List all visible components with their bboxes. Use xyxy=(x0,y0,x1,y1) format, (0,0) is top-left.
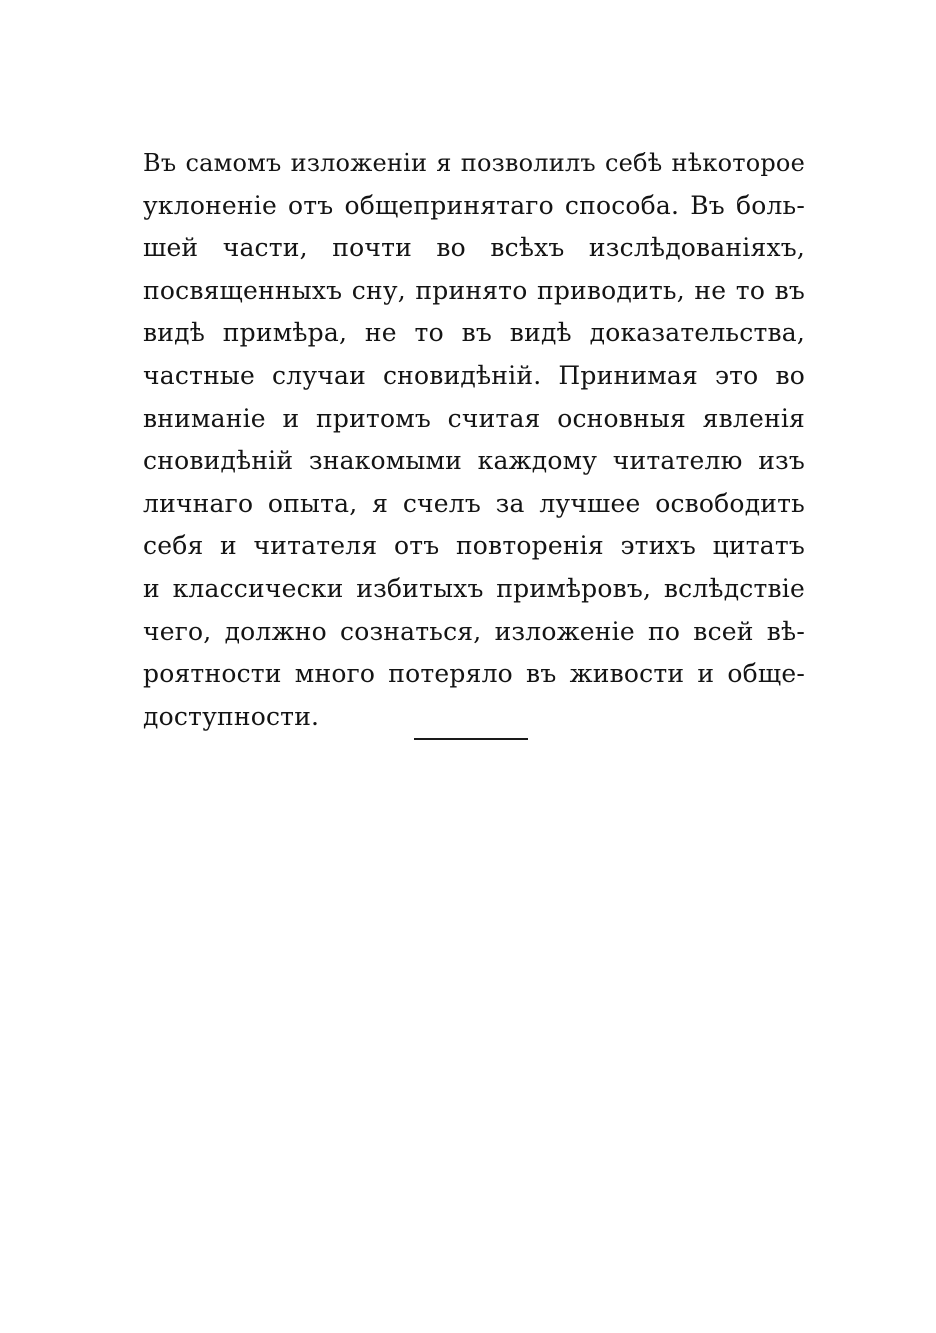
text-line: чего, должно сознаться, изложеніе по всей вѣ- xyxy=(143,616,805,646)
text-line: Въ самомъ изложеніи я позволилъ себѣ нѣкоторое xyxy=(143,149,805,177)
text-line: роятности много потеряло въ живости и обще- xyxy=(143,659,805,689)
text-line: уклоненіе отъ общепринятаго способа. Въ боль- xyxy=(143,190,805,220)
text-line: вниманіе и притомъ считая основныя явленія xyxy=(143,403,805,433)
text-line: видѣ примѣра, не то въ видѣ доказательства, xyxy=(143,318,805,348)
section-divider-rule xyxy=(414,738,528,740)
text-line-last: доступности. xyxy=(143,701,320,731)
text-line: и классически избитыхъ примѣровъ, вслѣдствіе xyxy=(143,573,805,603)
text-line: личнаго опыта, я счелъ за лучшее освободить xyxy=(143,488,805,518)
text-line: шей части, почти во всѣхъ изслѣдованіяхъ, xyxy=(143,233,805,263)
text-line: себя и читателя отъ повторенія этихъ цитатъ xyxy=(143,531,805,561)
text-line: посвященныхъ сну, принято приводить, не то въ xyxy=(143,275,805,305)
text-line: сновидѣній знакомыми каждому читателю изъ xyxy=(143,446,805,476)
text-line: частные случаи сновидѣній. Принимая это во xyxy=(143,360,805,390)
body-paragraph xyxy=(143,142,805,738)
